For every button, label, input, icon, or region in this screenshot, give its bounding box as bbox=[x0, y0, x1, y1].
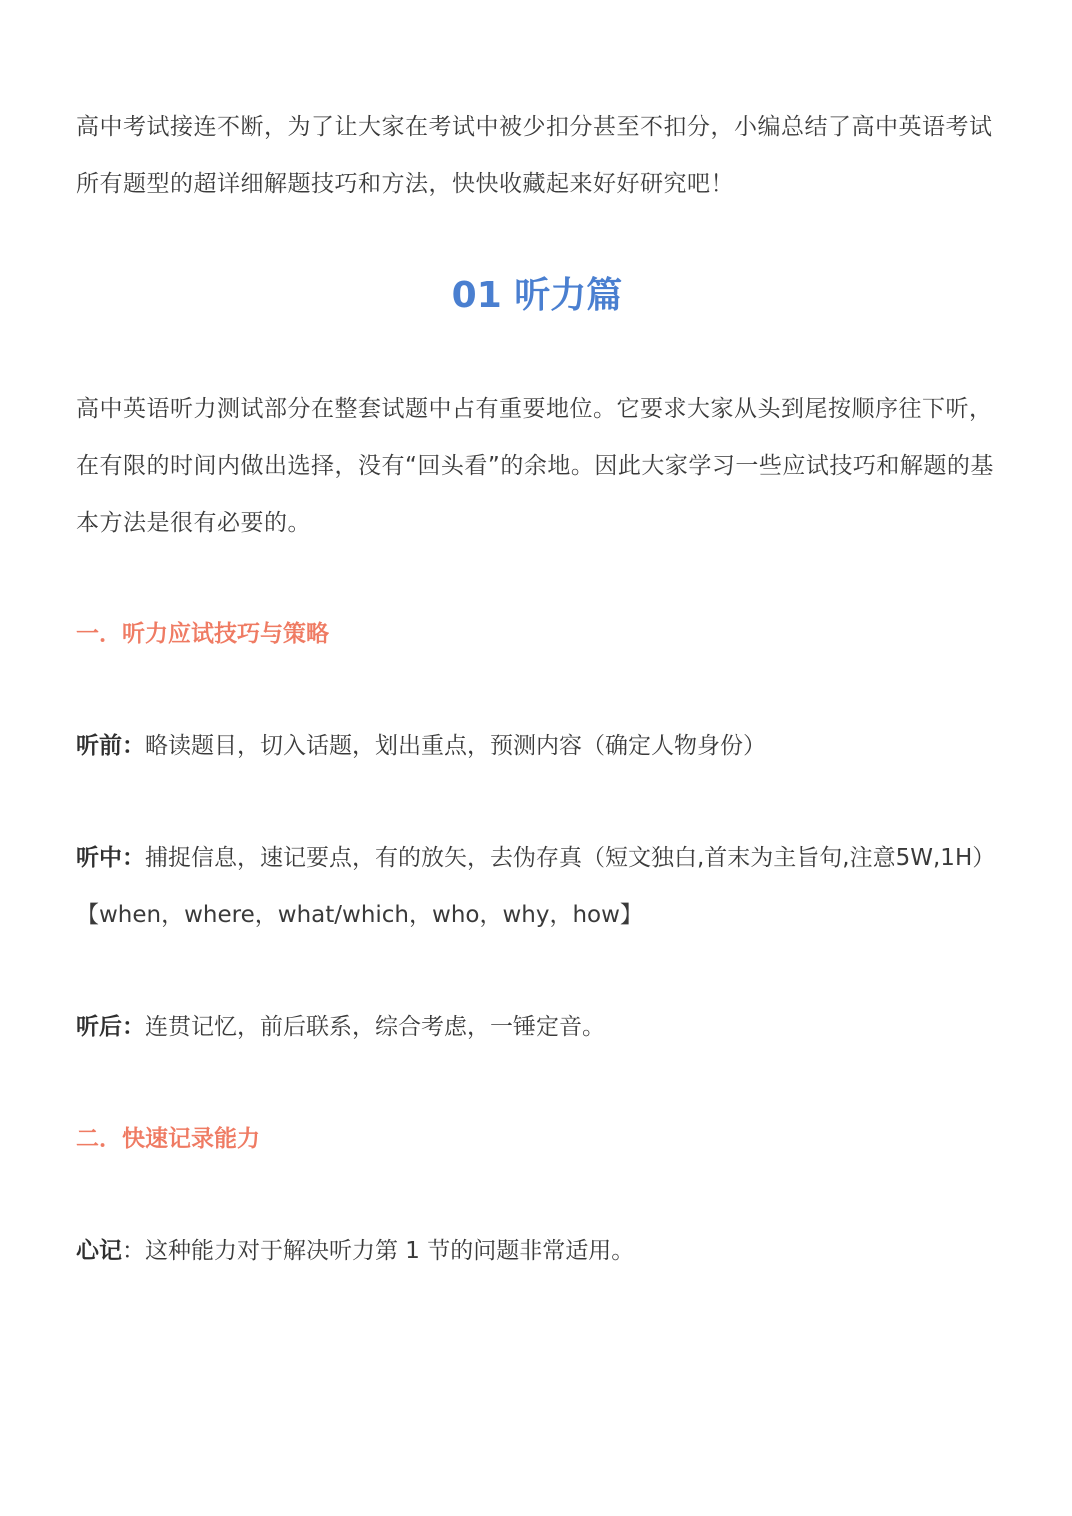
during-listening-item bbox=[76, 830, 998, 944]
listening-intro-paragraph: 高中英语听力测试部分在整套试题中占有重要地位。它要求大家从头到尾按顺序往下听，在有限的时间内做出选择，没有“回头看”的余地。因此大家学习一些应试技巧和解题的基本方法是很有必要的。 bbox=[76, 396, 994, 536]
before-listening-text: 略读题目，切入话题，划出重点，预测内容（确定人物身份） bbox=[145, 733, 766, 759]
mind-memory-label: 心记 bbox=[76, 1238, 122, 1264]
section-title: 01 听力篇 bbox=[451, 275, 623, 316]
intro-paragraph: 高中考试接连不断，为了让大家在考试中被少扣分甚至不扣分，小编总结了高中英语考试所有题型的超详细解题技巧和方法，快快收藏起来好好研究吧！ bbox=[76, 114, 993, 197]
before-listening-item bbox=[76, 718, 998, 775]
recording-heading: 二．快速记录能力 bbox=[76, 1126, 260, 1152]
strategy-heading: 一．听力应试技巧与策略 bbox=[76, 621, 329, 647]
mind-memory-text: ：这种能力对于解决听力第 1 节的问题非常适用。 bbox=[122, 1238, 635, 1264]
during-listening-label: 听中： bbox=[76, 845, 145, 871]
during-listening-text: 捕捉信息，速记要点，有的放矢，去伪存真（短文独白,首末为主旨句,注意5W,1H）【when，where，what/which，who，why，how】 bbox=[76, 845, 996, 928]
after-listening-text: 连贯记忆，前后联系，综合考虑，一锤定音。 bbox=[145, 1014, 605, 1040]
after-listening-label: 听后： bbox=[76, 1014, 145, 1040]
before-listening-label: 听前： bbox=[76, 733, 145, 759]
mind-memory-item bbox=[76, 1223, 998, 1280]
after-listening-item bbox=[76, 999, 998, 1056]
